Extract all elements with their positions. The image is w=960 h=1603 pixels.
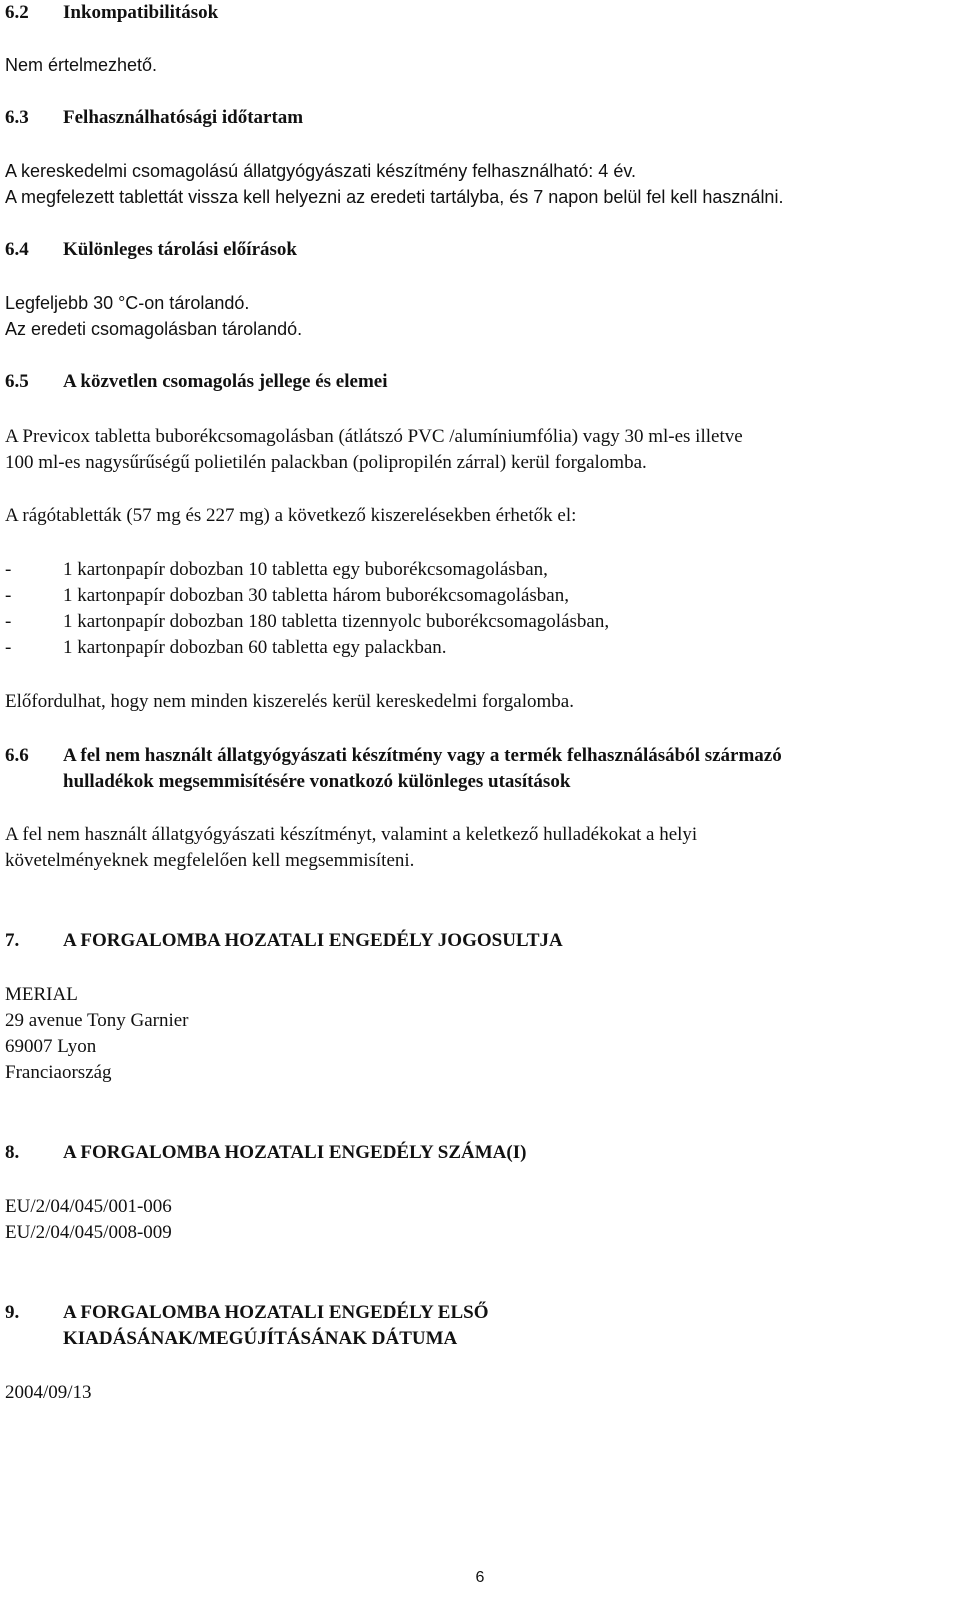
list-item <box>5 557 548 583</box>
section-title: Különleges tárolási előírások <box>63 239 297 260</box>
section-number: 6.3 <box>5 107 29 128</box>
section-title: Felhasználhatósági időtartam <box>63 107 304 128</box>
section-number: 8. <box>5 1142 20 1163</box>
authorisation-number: EU/2/04/045/008-009 <box>5 1222 172 1243</box>
list-dash: - <box>5 637 12 658</box>
section-6-5-para-3: Előfordulhat, hogy nem minden kiszerelés kerül kereskedelmi forgalomba. <box>5 691 574 712</box>
section-6-5-para-2: A rágótabletták (57 mg és 227 mg) a következő kiszerelésekben érhetők el: <box>5 505 577 526</box>
section-7-heading <box>5 928 960 954</box>
section-title: A FORGALOMBA HOZATALI ENGEDÉLY JOGOSULTJA <box>63 930 563 951</box>
section-6-6-heading-line-2 <box>5 769 960 795</box>
section-6-5-heading <box>5 369 960 395</box>
section-number: 6.4 <box>5 239 29 260</box>
list-item <box>5 609 609 635</box>
section-6-4-heading <box>5 237 960 263</box>
section-6-5-para-1-line-1: A Previcox tabletta buborékcsomagolásban (átlátszó PVC /alumíniumfólia) vagy 30 ml-es illetve <box>5 426 743 447</box>
section-title: A közvetlen csomagolás jellege és elemei <box>63 371 388 392</box>
section-6-4-line-2: Az eredeti csomagolásban tárolandó. <box>5 319 303 339</box>
holder-country: Franciaország <box>5 1062 112 1083</box>
section-6-3-line-2: A megfelezett tablettát vissza kell helyezni az eredeti tartályba, és 7 napon belül fel kell használni. <box>5 187 784 207</box>
section-9-heading-line-2 <box>5 1326 960 1352</box>
section-number: 6.6 <box>5 745 29 766</box>
section-6-6-heading <box>5 743 960 769</box>
section-title: A FORGALOMBA HOZATALI ENGEDÉLY SZÁMA(I) <box>63 1142 527 1163</box>
section-6-3-line-1: A kereskedelmi csomagolású állatgyógyászati készítmény felhasználható: 4 év. <box>5 161 636 181</box>
section-6-2-heading <box>5 0 960 26</box>
section-9-heading <box>5 1300 960 1326</box>
list-dash: - <box>5 585 12 606</box>
list-item-text: 1 kartonpapír dobozban 10 tabletta egy buborékcsomagolásban, <box>63 559 548 580</box>
section-title: Inkompatibilitások <box>63 2 219 23</box>
section-title-line-2: KIADÁSÁNAK/MEGÚJÍTÁSÁNAK DÁTUMA <box>63 1328 458 1349</box>
section-number: 6.5 <box>5 371 29 392</box>
section-6-2-text: Nem értelmezhető. <box>5 55 158 75</box>
list-item <box>5 583 569 609</box>
holder-city: 69007 Lyon <box>5 1036 97 1057</box>
section-title-line-1: A FORGALOMBA HOZATALI ENGEDÉLY ELSŐ <box>63 1302 489 1323</box>
section-number: 6.2 <box>5 2 29 23</box>
section-6-4-line-1: Legfeljebb 30 °C-on tárolandó. <box>5 293 250 313</box>
section-6-3-heading <box>5 105 960 131</box>
section-number: 7. <box>5 930 20 951</box>
authorisation-date: 2004/09/13 <box>5 1382 92 1403</box>
holder-name: MERIAL <box>5 984 78 1005</box>
list-item-text: 1 kartonpapír dobozban 180 tabletta tizennyolc buborékcsomagolásban, <box>63 611 610 632</box>
section-title-line-1: A fel nem használt állatgyógyászati készítmény vagy a termék felhasználásából származó <box>63 745 782 766</box>
holder-street: 29 avenue Tony Garnier <box>5 1010 189 1031</box>
section-8-heading <box>5 1140 960 1166</box>
list-dash: - <box>5 559 12 580</box>
section-number: 9. <box>5 1302 20 1323</box>
list-item-text: 1 kartonpapír dobozban 30 tabletta három buborékcsomagolásban, <box>63 585 569 606</box>
section-6-5-para-1-line-2: 100 ml-es nagysűrűségű polietilén palackban (polipropilén zárral) kerül forgalomba. <box>5 452 647 473</box>
section-title-line-2: hulladékok megsemmisítésére vonatkozó különleges utasítások <box>63 771 571 792</box>
list-dash: - <box>5 611 12 632</box>
section-6-6-text-line-1: A fel nem használt állatgyógyászati készítményt, valamint a keletkező hulladékokat a helyi <box>5 824 698 845</box>
authorisation-number: EU/2/04/045/001-006 <box>5 1196 172 1217</box>
list-item-text: 1 kartonpapír dobozban 60 tabletta egy palackban. <box>63 637 447 658</box>
page-number: 6 <box>475 1569 485 1586</box>
list-item <box>5 635 447 661</box>
section-6-6-text-line-2: követelményeknek megfelelően kell megsemmisíteni. <box>5 850 415 871</box>
